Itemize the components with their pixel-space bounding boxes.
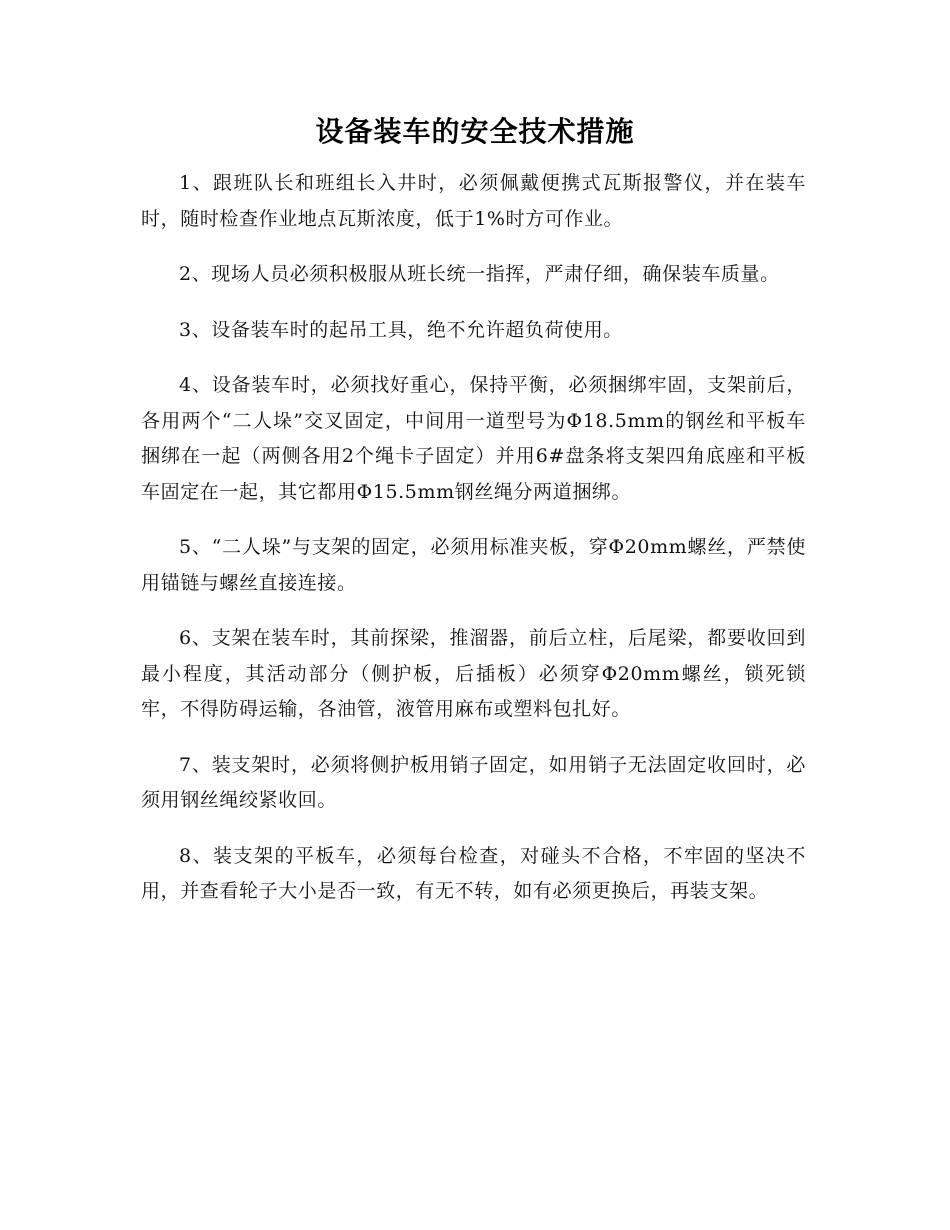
paragraph-8: 8、装支架的平板车，必须每台检查，对碰头不合格，不牢固的坚决不用，并查看轮子大小是否一致，有无不转，如有必须更换后，再装支架。: [141, 844, 806, 902]
document-body: [141, 166, 806, 930]
paragraph-2: 2、现场人员必须积极服从班长统一指挥，严肃仔细，确保装车质量。: [179, 263, 780, 285]
paragraph-1: 1、跟班队长和班组长入井时，必须佩戴便携式瓦斯报警仪，并在装车时，随时检查作业地点瓦斯浓度，低于1%时方可作业。: [141, 172, 806, 230]
paragraph-3: 3、设备装车时的起吊工具，绝不允许超负荷使用。: [179, 318, 623, 341]
paragraph-6: 6、支架在装车时，其前探梁，推溜器，前后立柱，后尾梁，都要收回到最小程度，其活动部分（侧护板，后插板）必须穿Φ20mm螺丝，锁死锁牢，不得防碍运输，各油管，液管用麻布或塑料包扎好。: [141, 627, 806, 720]
document-title: 设备装车的安全技术措施: [315, 115, 635, 148]
paragraph-7: 7、装支架时，必须将侧护板用销子固定，如用销子无法固定收回时，必须用钢丝绳绞紧收回。: [141, 753, 806, 811]
paragraph-4: 4、设备装车时，必须找好重心，保持平衡，必须捆绑牢固，支架前后，各用两个“二人垛”交叉固定，中间用一道型号为Φ18.5mm的钢丝和平板车捆绑在一起（两侧各用2个绳卡子固定）并用6#盘条将支架四角底座和平板车固定在一起，其它都用Φ15.5mm钢丝绳分两道捆绑。: [141, 374, 806, 503]
paragraph-5: 5、“二人垛”与支架的固定，必须用标准夹板，穿Φ20mm螺丝，严禁使用锚链与螺丝直接连接。: [141, 536, 806, 594]
